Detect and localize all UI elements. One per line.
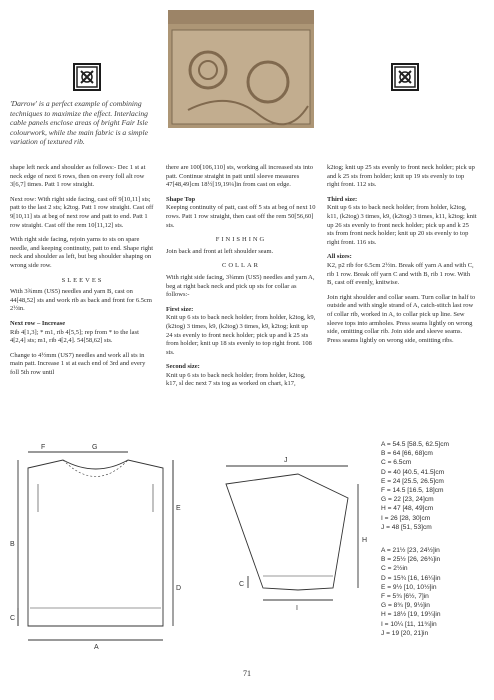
body-outline — [28, 460, 163, 626]
measurements-cm — [381, 440, 491, 532]
label-a: A — [94, 644, 99, 651]
label-f: F — [41, 444, 46, 451]
text-column-3 — [327, 164, 477, 351]
measurement-row: D = 40 [40.5, 41.5]cm — [381, 468, 445, 476]
celtic-knot-icon — [391, 63, 419, 91]
measurement-row: I = 10¼ [11, 11¾]in — [381, 620, 437, 628]
section-heading-finishing: FINISHING — [215, 236, 267, 244]
paragraph: Join back and front at left shoulder seam. — [166, 247, 274, 255]
paragraph: shape left neck and shoulder as follows:- Dec 1 st at neck edge of next 6 rows, then on every foll alt row 3[6,7] times. Patt 1 row straight. — [10, 164, 146, 189]
label-d: D — [176, 585, 182, 592]
measurement-row: I = 26 [28, 30]cm — [381, 514, 431, 522]
measurement-row: G = 8¾ [9, 9½]in — [381, 602, 430, 610]
measurements-in — [381, 546, 491, 638]
measurement-row: F = 14.5 [16.5, 18]cm — [381, 487, 444, 495]
paragraph: Rib 4[1,3]; * m1, rib 4[5,5]; rep from * to the last 4[2,4] sts; m1, rib 4[2,4]. 54[58,62] sts. — [10, 328, 139, 345]
measurement-row: A = 21½ [23, 24½]in — [381, 547, 440, 554]
measurement-row: A = 54.5 [58.5, 62.5]cm — [381, 441, 449, 448]
paragraph: Join right shoulder and collar seam. Turn collar in half to outside and with single strand of A, catch-stitch last row of collar rib, worked in A, to collar pick up line. Sew sleeve tops into armholes. Press seams lightly on wrong side, omitting collar rib. Join side and sleeve seams. Press seams lightly on wrong side, omitting ribs. — [327, 293, 476, 344]
celtic-knot-icon — [73, 63, 101, 91]
sub-heading: First size: — [166, 305, 194, 313]
text-column-2 — [166, 164, 316, 395]
celtic-knot-icon-left — [75, 65, 99, 89]
paragraph: Knit up 6 sts to back neck holder; from holder, k2tog, k17, sl dec next 7 sts tog as worked on chart, k17, — [166, 371, 306, 388]
sub-heading: All sizes: — [327, 253, 352, 261]
paragraph: there are 100[106,110] sts, working all increased sts into patt. Continue straight in patt until sleeve measures 47[48,49]cm 18½[19,19¼]in from cast on edge. — [166, 164, 314, 189]
measurement-row: B = 25½ [26, 26¾]in — [381, 556, 441, 564]
paragraph: K2, p2 rib for 6.5cm 2½in. Break off yarn A and with C, rib 1 row. Break off yarn C and with B, rib 1 row. With B, cast off evenly, knitwise. — [327, 261, 474, 287]
page-number: 71 — [243, 669, 251, 678]
paragraph: With 3¾mm (US5) needles and yarn B, cast on 44[48,52] sts and work rib as back and front for 6.5cm 2½in. — [10, 288, 152, 313]
label-h: H — [362, 537, 368, 544]
label-g: G — [92, 444, 98, 451]
section-heading-collar: COLLAR — [222, 262, 260, 270]
stone-carving-photo — [168, 10, 314, 128]
measurement-row: D = 15¾ [16, 16¼]in — [381, 574, 441, 582]
paragraph: With right side facing, 3¾mm (US5) needles and yarn A, beg at right back neck and pick up sts for collar as follows:- — [166, 273, 315, 299]
section-heading-sleeves: SLEEVES — [61, 276, 104, 284]
measurement-row: H = 47 [48, 49]cm — [381, 505, 434, 513]
measurement-row: H = 18½ [19, 19¼]in — [381, 611, 441, 619]
label-c: C — [10, 615, 16, 622]
label-b: B — [10, 541, 15, 548]
sleeve-outline — [226, 474, 348, 590]
measurement-row: C = 6.5cm — [381, 459, 412, 467]
measurement-row: B = 64 [66, 68]cm — [381, 450, 433, 458]
label-j: J — [284, 457, 288, 464]
photo-caption: 'Darrow' is a perfect example of combining techniques to maximize the effect. Interlacing cable panels enclose areas of bright Fair Isle colourwork, while the main fabric is a simple variation of textured rib. — [10, 99, 148, 147]
text-column-1 — [10, 164, 155, 383]
paragraph: Next row: With right side facing, cast off 9[10,11] sts; patt to the last 2 sts; k2tog. Patt 1 row straight. Cast off 9[10,11] sts at beg of next row and patt to end. Patt 1 row straight. Cast off the rem 10[11,12] sts. — [10, 195, 154, 229]
measurement-row: C = 2½in — [381, 565, 408, 573]
measurement-row: E = 24 [25.5, 26.5]cm — [381, 477, 444, 485]
label-e: E — [176, 505, 181, 512]
paragraph: Knit up 6 sts to back neck holder; from holder, k2tog, k11, (k2tog) 3 times, k9, (k2tog) 3 times, k11, k2tog; knit up 26 sts evenly to front neck holder; pick up and k 25 sts from front neck holder; knit up 20 sts evenly to top right front. 116 sts. — [327, 204, 477, 246]
sub-heading: Third size: — [327, 195, 358, 203]
paragraph: Keeping continuity of patt, cast off 5 sts at beg of next 10 rows. Patt 1 row straight, then cast off the rem 50[56,60] sts. — [166, 204, 316, 229]
measurement-row: J = 19 [20, 21]in — [381, 629, 429, 637]
label-i: I — [296, 605, 298, 612]
paragraph: With right side facing, rejoin yarns to sts on spare needle, and keeping continuity, patt to end. Shape right neck and shoulder as left, but beg shoulder shaping on wrong side row. — [10, 236, 154, 269]
measurement-row: G = 22 [23, 24]cm — [381, 496, 434, 504]
paragraph: Knit up 6 sts to back neck holder; from holder, k2tog, k9, (k2tog) 3 times, k9, (k2tog) 3 times, k9, k2tog; knit up 24 sts evenly to front neck holder; pick up and k 25 sts from holder; knit up 18 sts evenly to top right front. 108 sts. — [166, 314, 316, 356]
measurement-row: F = 5¾ [6½, 7]in — [381, 593, 429, 601]
measurement-row: E = 9½ [10, 10½]in — [381, 583, 437, 591]
label-c-sleeve: C — [239, 581, 245, 588]
sub-heading: Second size: — [166, 363, 200, 371]
celtic-knot-icon-right — [393, 65, 417, 89]
measurement-row: J = 48 [51, 53]cm — [381, 523, 432, 531]
garment-schematic — [8, 438, 378, 653]
paragraph: k2tog; knit up 25 sts evenly to front neck holder; pick up and k 25 sts from holder; knit up 19 sts evenly to top right front. 112 sts. — [327, 164, 475, 189]
paragraph: Change to 4½mm (US7) needles and work all sts in main patt. Increase 1 st at each end of 3rd and every foll 5th row until — [10, 351, 146, 376]
sub-heading: Shape Top — [166, 195, 196, 203]
sub-heading: Next row – Increase — [10, 319, 66, 327]
